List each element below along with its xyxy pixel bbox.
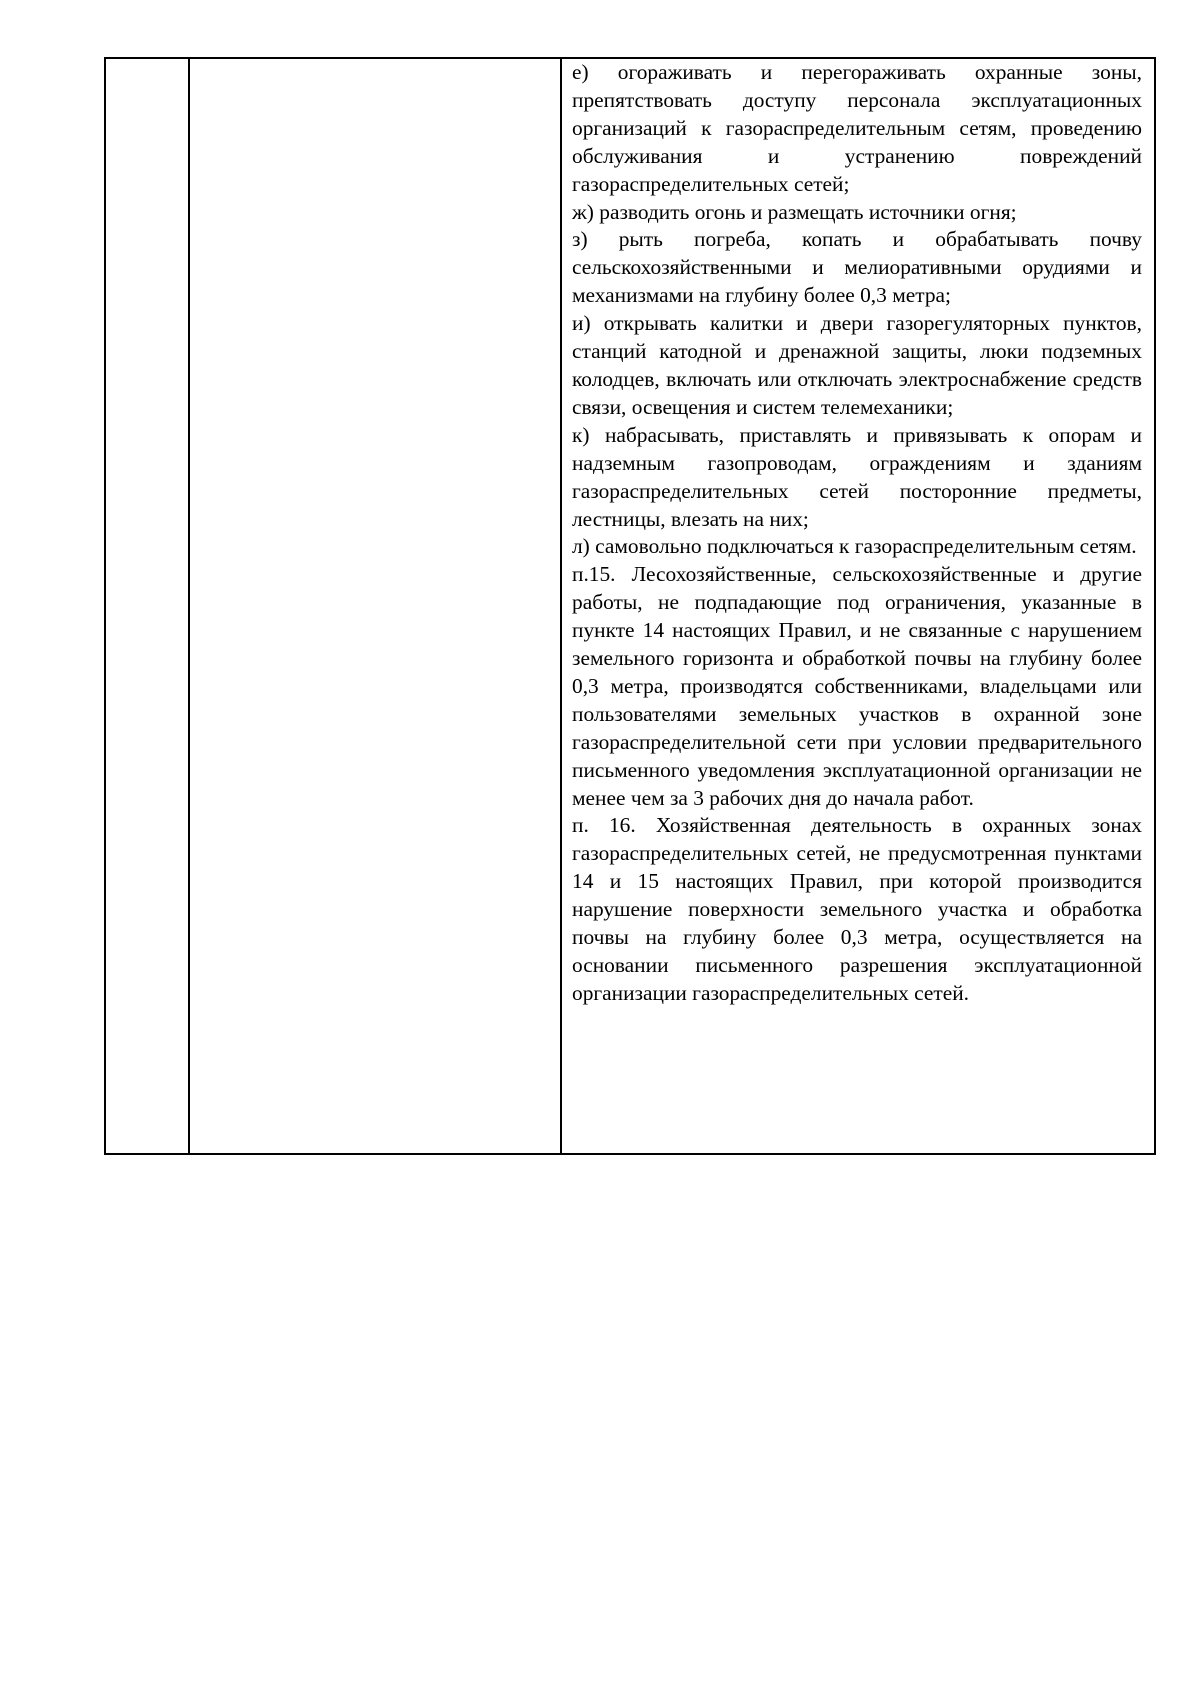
paragraph-item-l: л) самовольно подключаться к газораспределительным сетям. [572, 534, 1137, 559]
paragraph-clause-15: п.15. Лесохозяйственные, сельскохозяйственные и другие работы, не подпадающие под ограничения, указанные в пункте 14 настоящих Правил, и не связанные с нарушением земельного горизонта и обработкой почвы на глубину более 0,3 метра, производятся собственниками, владельцами или пользователями земельных участков в охранной зоне газораспределительной сети при условии предварительного письменного уведомления эксплуатационной организации не менее чем за 3 рабочих дня до начала работ. [572, 562, 1142, 810]
table-cell-subject [189, 58, 561, 1154]
table-cell-number [105, 58, 189, 1154]
paragraph-clause-16: п. 16. Хозяйственная деятельность в охранных зонах газораспределительных сетей, не предусмотренная пунктами 14 и 15 настоящих Правил, при которой производится нарушение поверхности земельного участка и обработка почвы на глубину более 0,3 метра, осуществляется на основании письменного разрешения эксплуатационной организации газораспределительных сетей. [572, 813, 1142, 1005]
document-table [104, 57, 1156, 1155]
paragraph-item-zh: ж) разводить огонь и размещать источники огня; [572, 199, 1017, 224]
paragraph-item-k: к) набрасывать, приставлять и привязывать к опорам и надземным газопроводам, ограждениям и зданиям газораспределительных сетей посторонние предметы, лестницы, влезать на них; [572, 422, 1142, 531]
paragraph-item-e: е) огораживать и перегораживать охранные зоны, препятствовать доступу персонала эксплуатационных организаций к газораспределительным сетям, проведению обслуживания и устранению повреждений газораспределительных сетей; [572, 60, 1142, 196]
table-row [105, 58, 1155, 1154]
paragraph-item-i: и) открывать калитки и двери газорегуляторных пунктов, станций катодной и дренажной защиты, люки подземных колодцев, включать или отключать электроснабжение средств связи, освещения и систем телемеханики; [572, 311, 1142, 419]
paragraph-item-z: з) рыть погреба, копать и обрабатывать почву сельскохозяйственными и мелиоративными орудиями и механизмами на глубину более 0,3 метра; [572, 227, 1142, 308]
table-cell-content [561, 58, 1155, 1154]
